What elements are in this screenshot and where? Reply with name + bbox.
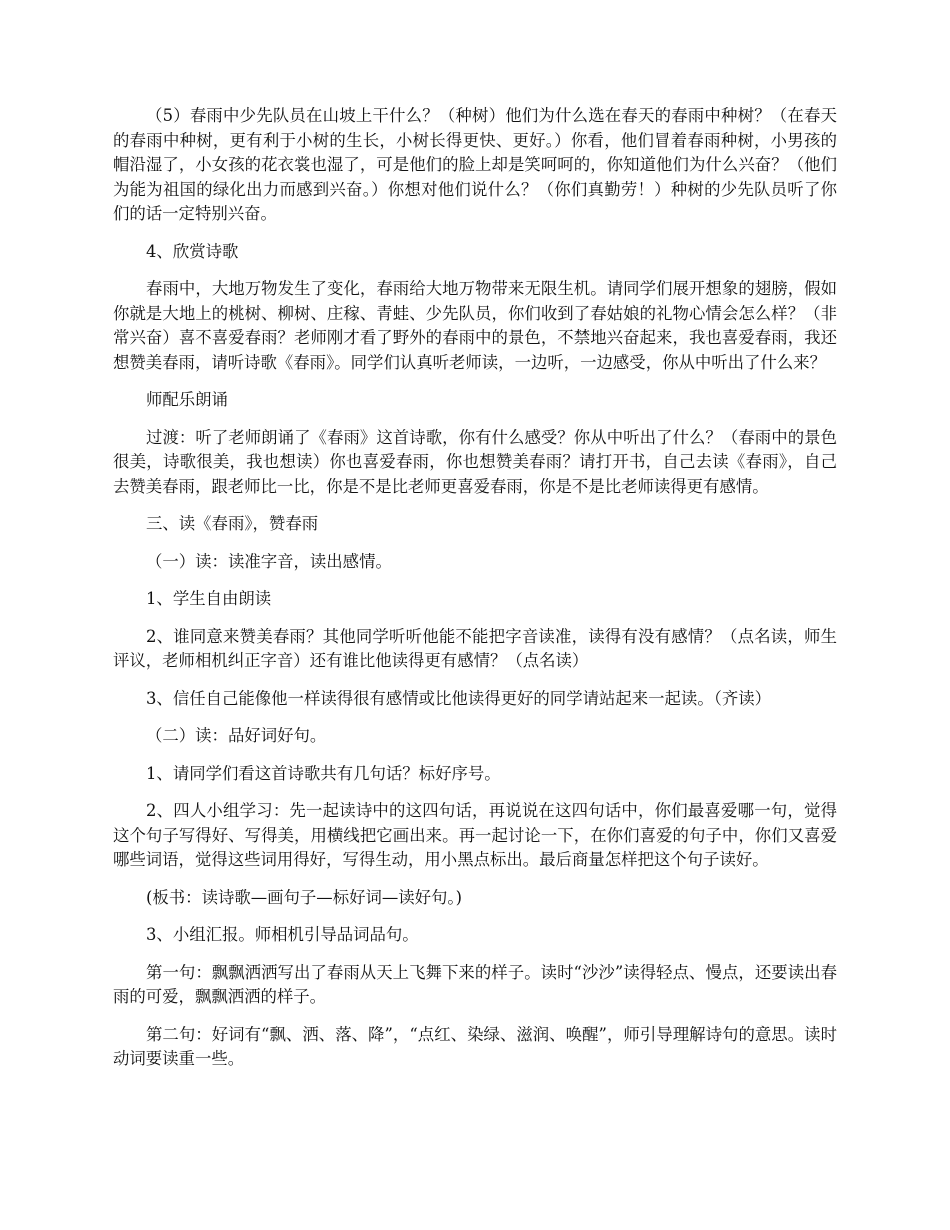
heading-appreciate-poem: 4、欣赏诗歌: [146, 241, 239, 261]
paragraph-spring-rain-changes: 春雨中，大地万物发生了变化，春雨给大地万物带来无限生机。请同学们展开想象的翅膀，假如你就是大地上的桃树、柳树、庄稼、青蛙、少先队员，你们收到了春姑娘的礼物心情会怎么样？（非常兴奋）喜不喜爱春雨？老师刚才看了野外的春雨中的景色，不禁地兴奋起来，我也喜爱春雨，我还想赞美春雨，请听诗歌《春雨》。同学们认真听老师读，一边听，一边感受，你从中听出了什么来？: [113, 279, 837, 372]
list-item-read-together: 3、信任自己能像他一样读得很有感情或比他读得更好的同学请站起来一起读。（齐读）: [146, 688, 772, 708]
paragraph-transition: 过渡：听了老师朗诵了《春雨》这首诗歌，你有什么感受？你从中听出了什么？（春雨中的景色很美，诗歌很美，我也想读）你也喜爱春雨，你也想赞美春雨？请打开书，自己去读《春雨》，自己去赞美春雨，跟老师比一比，你是不是比老师更喜爱春雨，你是不是比老师读得更有感情。: [113, 427, 837, 496]
subheading-good-words: （二）读：品好词好句。: [146, 726, 327, 745]
heading-section-three: 三、读《春雨》，赞春雨: [146, 514, 319, 533]
paragraph-planting-trees: （5）春雨中少先队员在山坡上干什么？（种树）他们为什么选在春天的春雨中种树？（在春天的春雨中种树，更有利于小树的生长，小树长得更快、更好。）你看，他们冒着春雨种树，小男孩的帽沿湿了，小女孩的花衣裳也湿了，可是他们的脸上却是笑呵呵的，你知道他们为什么兴奋？（他们为能为祖国的绿化出力而感到兴奋。）你想对他们说什么？（你们真勤劳！）种树的少先队员听了你们的话一定特别兴奋。: [113, 106, 837, 223]
list-item-free-reading: 1、学生自由朗读: [146, 589, 272, 608]
paragraph-blackboard: (板书：读诗歌—画句子—标好词—读好句。): [146, 887, 463, 907]
list-item-group-report: 3、小组汇报。师相机引导品词品句。: [146, 925, 419, 944]
list-item-who-praises: 2、谁同意来赞美春雨？其他同学听听他能不能把字音读准，读得有没有感情？（点名读，师生评议，老师相机纠正字音）还有谁比他读得更有感情？（点名读）: [113, 626, 837, 670]
subheading-read-pronunciation: （一）读：读准字音，读出感情。: [146, 551, 392, 571]
document-page: [113, 104, 837, 1085]
list-item-group-study: 2、四人小组学习：先一起读诗中的这四句话，再说说在这四句话中，你们最喜爱哪一句，觉得这个句子写得好、写得美，用横线把它画出来。再一起讨论一下，在你们喜爱的句子中，你们又喜爱哪些词语，觉得这些词用得好，写得生动，用小黑点标出。最后商量怎样把这个句子读好。: [113, 801, 837, 869]
paragraph-second-sentence: 第二句：好词有“飘、洒、落、降”，“点红、染绿、滋润、唤醒”，师引导理解诗句的意思。读时动词要读重一些。: [113, 1024, 837, 1068]
paragraph-teacher-recites: 师配乐朗诵: [146, 390, 228, 409]
paragraph-first-sentence: 第一句：飘飘洒洒写出了春雨从天上飞舞下来的样子。读时“沙沙”读得轻点、慢点，还要读出春雨的可爱，飘飘洒洒的样子。: [113, 962, 837, 1006]
list-item-count-sentences: 1、请同学们看这首诗歌共有几句话？标好序号。: [146, 763, 501, 783]
